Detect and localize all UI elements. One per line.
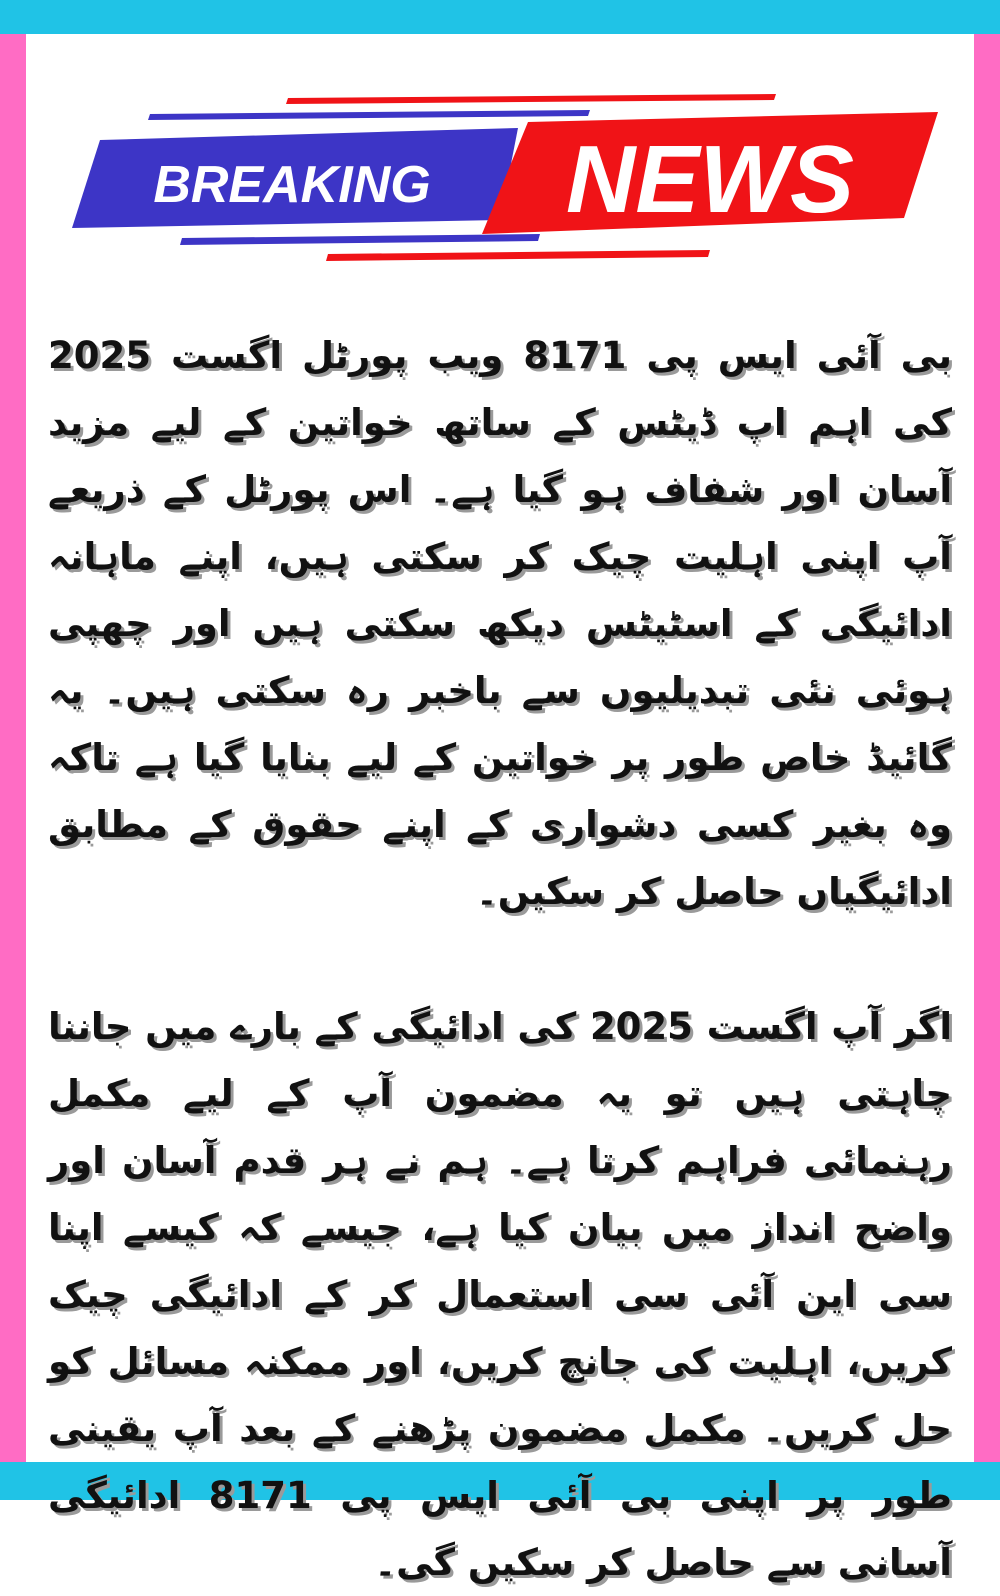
banner-breaking-text: BREAKING [153, 156, 431, 214]
frame-top-border [0, 0, 1000, 34]
article-paragraph-2: اگر آپ اگست 2025 کی ادائیگی کے بارے میں جاننا چاہتی ہیں تو یہ مضمون آپ کے لیے مکمل رہنمائی فراہم کرتا ہے۔ ہم نے ہر قدم آسان اور واضح انداز میں بیان کیا ہے، جیسے کہ کیسے اپنا سی این آئی سی استعمال کر کے ادائیگی چیک کریں، اہلیت کی جانچ کریں، اور ممکنہ مسائل کو حل کریں۔ مکمل مضمون پڑھنے کے بعد آپ یقینی طور پر اپنی بی آئی ایس پی 8171 ادائیگی آسانی سے حاصل کر سکیں گی۔ [48, 1005, 952, 1584]
breaking-news-banner [60, 88, 940, 278]
frame-right-border [974, 0, 1000, 1500]
article-paragraph-1: بی آئی ایس پی 8171 ویب پورٹل اگست 2025 کی اہم اپ ڈیٹس کے ساتھ خواتین کے لیے مزید آسان اور شفاف ہو گیا ہے۔ اس پورٹل کے ذریعے آپ اپنی اہلیت چیک کر سکتی ہیں، اپنے ماہانہ ادائیگی کے اسٹیٹس دیکھ سکتی ہیں اور چھپی ہوئی نئی تبدیلیوں سے باخبر رہ سکتی ہیں۔ یہ گائیڈ خاص طور پر خواتین کے لیے بنایا گیا ہے تاکہ وہ بغیر کسی دشواری کے اپنے حقوق کے مطابق ادائیگیاں حاصل کر سکیں۔ [48, 334, 952, 913]
banner-top-line-blue [148, 110, 590, 120]
frame-left-border [0, 0, 26, 1500]
banner-bottom-line-red [326, 250, 710, 261]
banner-bottom-line-blue [180, 234, 540, 245]
banner-news-text: NEWS [566, 126, 854, 233]
banner-top-line-red [286, 94, 776, 104]
article-body [48, 322, 952, 1596]
